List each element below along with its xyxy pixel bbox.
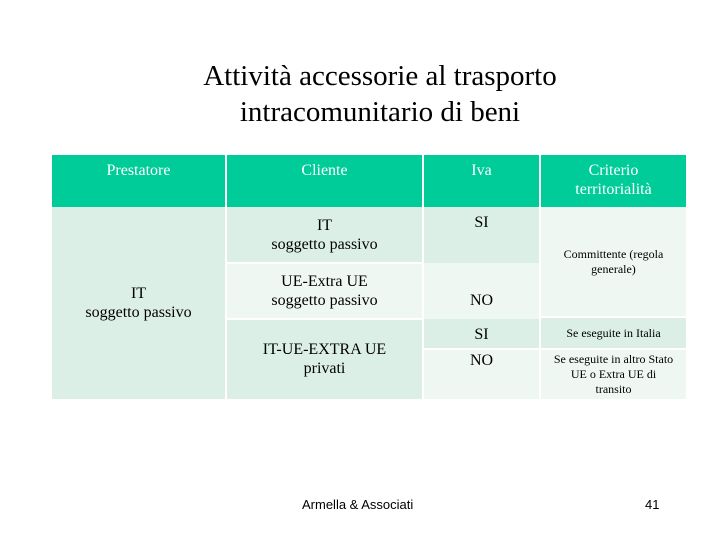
prestatore-line-1: IT xyxy=(130,285,147,302)
vat-table xyxy=(52,155,686,399)
criterio-committente-line-1: Committente (regola xyxy=(563,247,664,261)
criterio-committente-line-2: generale) xyxy=(591,262,636,276)
criterio-committente xyxy=(541,207,686,317)
iva-row-2 xyxy=(424,263,541,319)
header-prestatore xyxy=(52,155,227,207)
cliente-row-2 xyxy=(227,263,424,319)
title-line-1: Attività accessorie al trasporto xyxy=(203,60,557,92)
header-criterio-line-1: Criterio xyxy=(588,162,639,179)
cliente-row-1-line-1: IT xyxy=(316,217,333,234)
criterio-italia xyxy=(541,317,686,349)
criterio-italia-text: Se eseguite in Italia xyxy=(566,325,661,340)
iva-row-1 xyxy=(424,207,541,263)
row-divider xyxy=(227,262,424,264)
cliente-row-2-line-2: soggetto passivo xyxy=(271,292,378,309)
title-line-2: intracomunitario di beni xyxy=(239,96,521,128)
prestatore-cell xyxy=(52,207,227,399)
cliente-row-3 xyxy=(227,319,424,399)
cliente-row-3-line-2: privati xyxy=(303,360,346,377)
header-cliente xyxy=(227,155,424,207)
iva-row-3a-value: SI xyxy=(474,325,489,343)
header-prestatore-label: Prestatore xyxy=(106,162,171,179)
header-criterio xyxy=(541,155,686,207)
header-iva xyxy=(424,155,541,207)
iva-row-1-value: SI xyxy=(474,214,489,231)
page-number: 41 xyxy=(645,497,660,512)
row-divider xyxy=(227,318,424,320)
iva-row-3a xyxy=(424,319,541,349)
header-iva-label: Iva xyxy=(471,162,492,179)
footer-company: Armella & Associati xyxy=(302,497,414,512)
cliente-row-3-line-1: IT-UE-EXTRA UE xyxy=(262,341,387,358)
iva-row-3b-value: NO xyxy=(469,352,494,369)
row-divider xyxy=(541,316,686,318)
prestatore-line-2: soggetto passivo xyxy=(85,304,192,321)
criterio-altro-line-1: Se eseguite in altro Stato xyxy=(553,351,674,366)
cliente-row-1-line-2: soggetto passivo xyxy=(271,236,378,253)
slide-title xyxy=(0,58,720,130)
criterio-altro-line-3: transito xyxy=(595,381,632,396)
cliente-row-2-line-1: UE-Extra UE xyxy=(281,273,368,290)
criterio-altro-stato xyxy=(541,349,686,399)
row-divider xyxy=(424,348,686,350)
header-criterio-line-2: territorialità xyxy=(575,181,652,198)
iva-row-2-value: NO xyxy=(469,291,494,309)
iva-row-3b xyxy=(424,349,541,399)
criterio-altro-line-2: UE o Extra UE di xyxy=(570,366,657,381)
header-cliente-label: Cliente xyxy=(301,162,348,179)
cliente-row-1 xyxy=(227,207,424,263)
